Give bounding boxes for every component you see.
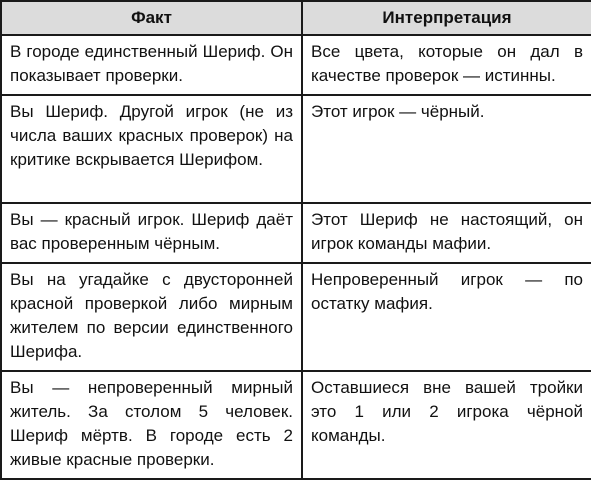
interpretation-cell [302, 35, 591, 95]
table-row [1, 203, 591, 263]
interpretation-text: Все цвета, которые он дал в качестве проверок — истинны. [311, 42, 583, 85]
table-header-row [1, 1, 591, 35]
fact-cell [1, 203, 302, 263]
interpretation-cell [302, 371, 591, 479]
interpretation-cell [302, 263, 591, 371]
table-row [1, 371, 591, 479]
fact-cell [1, 371, 302, 479]
interpretation-cell [302, 203, 591, 263]
interpretation-text: Непроверенный игрок — по остатку мафия. [311, 270, 583, 313]
interpretation-text: Этот Шериф не настоящий, он игрок команды мафии. [311, 210, 583, 253]
fact-cell [1, 263, 302, 371]
fact-text: Вы — непроверенный мирный житель. За столом 5 человек. Шериф мёртв. В городе есть 2 живые красные проверки. [10, 378, 293, 469]
fact-text: Вы Шериф. Другой игрок (не из числа ваших красных проверок) на критике вскрывается Шерифом. [10, 102, 293, 169]
table-row [1, 35, 591, 95]
fact-cell [1, 35, 302, 95]
interpretation-text: Этот игрок — чёрный. [311, 102, 485, 121]
fact-cell [1, 95, 302, 203]
fact-text: В городе единственный Шериф. Он показывает проверки. [10, 42, 293, 85]
header-interpretation: Интерпретация [302, 1, 591, 35]
interpretation-cell [302, 95, 591, 203]
fact-text: Вы — красный игрок. Шериф даёт вас проверенным чёрным. [10, 210, 293, 253]
interpretation-text: Оставшиеся вне вашей тройки это 1 или 2 игрока чёрной команды. [311, 378, 583, 445]
fact-text: Вы на угадайке с двусторонней красной проверкой либо мирным жителем по версии единственного Шерифа. [10, 270, 293, 361]
table-row [1, 95, 591, 203]
header-fact: Факт [1, 1, 302, 35]
table-row [1, 263, 591, 371]
